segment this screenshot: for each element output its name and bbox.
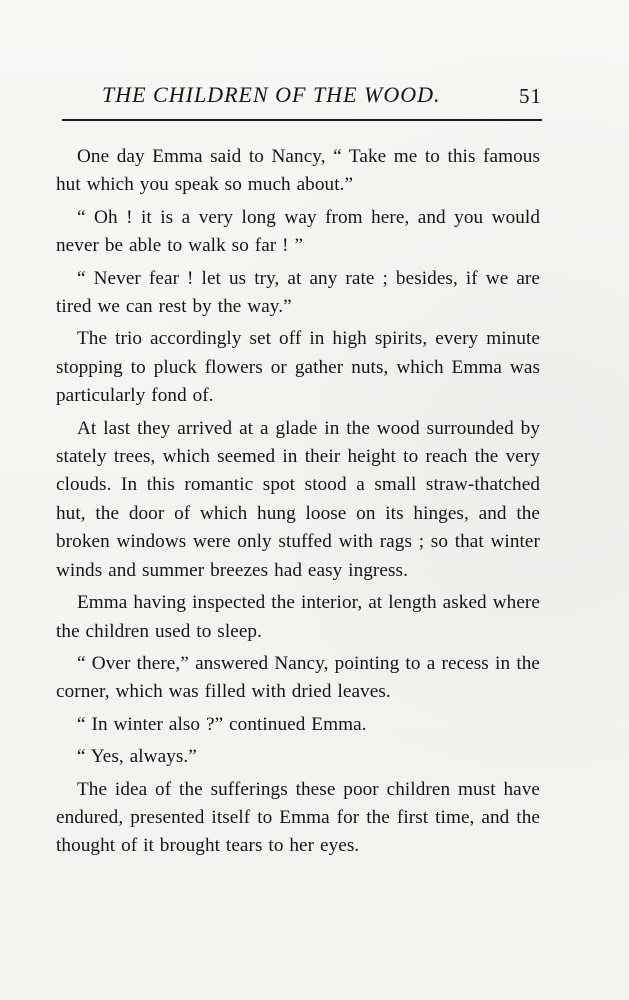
page-number: 51 <box>519 84 542 108</box>
paragraph: “ Over there,” answered Nancy, pointing to a recess in the corner, which was filled with dried leaves. <box>56 652 540 703</box>
paragraph: One day Emma said to Nancy, “ Take me to this famous hut which you speak so much about.” <box>56 146 540 196</box>
paragraph: The trio accordingly set off in high spirits, every minute stopping to pluck flowers or gather nuts, which Emma was particularly fond of. <box>56 328 540 407</box>
paragraph: “ Oh ! it is a very long way from here, and you would never be able to walk so far ! ” <box>56 206 540 257</box>
running-head: THE CHILDREN OF THE WOOD. <box>102 82 441 107</box>
paragraph: At last they arrived at a glade in the wood surrounded by stately trees, which seemed in their height to reach the very clouds. In this romantic spot stood a small straw-thatched hut, the door of which hung loose on its hinges, and the broken windows were only stuffed with rags ; so that winter winds and summer breezes had easy ingress. <box>56 417 540 581</box>
paragraph: “ Never fear ! let us try, at any rate ; besides, if we are tired we can rest by the way.” <box>56 267 540 318</box>
paragraph: “ Yes, always.” <box>77 746 197 768</box>
body-text <box>56 143 540 861</box>
page-header <box>62 76 542 124</box>
header-rule <box>62 119 542 121</box>
paragraph: “ In winter also ?” continued Emma. <box>77 713 367 735</box>
paragraph: Emma having inspected the interior, at length asked where the children used to sleep. <box>56 592 540 642</box>
paragraph: The idea of the sufferings these poor children must have endured, presented itself to Emma for the first time, and the thought of it brought tears to her eyes. <box>56 778 540 857</box>
